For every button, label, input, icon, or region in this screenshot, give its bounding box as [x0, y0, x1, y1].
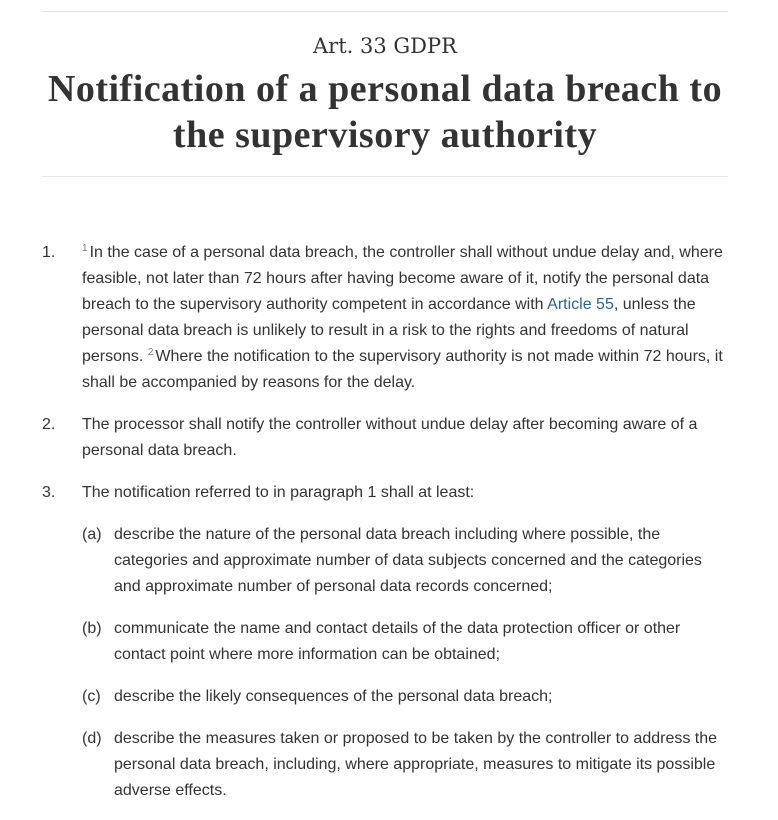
- paragraph-text: The processor shall notify the controller without undue delay after becoming aware of a personal data breach.: [82, 416, 698, 459]
- point-d: [82, 726, 728, 804]
- sentence-text: Where the notification to the supervisory authority is not made within 72 hours, it shall be accompanied by reasons for the delay.: [82, 348, 723, 391]
- point-label: (c): [82, 688, 101, 705]
- paragraph-number: 2.: [42, 416, 56, 433]
- point-text: describe the nature of the personal data breach including where possible, the categories and approximate number of data subjects concerned and the categories and approximate number of personal data records concerned;: [114, 526, 702, 595]
- point-text: describe the measures taken or proposed to be taken by the controller to address the personal data breach, including, where appropriate, measures to mitigate its possible adverse effects.: [114, 730, 718, 799]
- sentence-text: , unless the personal data breach is unlikely to result in a risk to the rights and freedoms of natural persons.: [82, 296, 696, 365]
- paragraph-text: The notification referred to in paragraph 1 shall at least:: [82, 484, 475, 501]
- article-body: [42, 240, 728, 820]
- article-55-link[interactable]: Article 55: [547, 296, 614, 313]
- point-text: describe the likely consequences of the personal data breach;: [114, 688, 553, 705]
- point-list: [82, 522, 728, 804]
- paragraph-number: 1.: [42, 244, 56, 261]
- point-label: (b): [82, 620, 102, 637]
- paragraph-text: [82, 240, 728, 396]
- paragraph-number: 3.: [42, 484, 56, 501]
- point-c: [82, 684, 728, 710]
- article-number: Art. 33 GDPR: [313, 34, 457, 58]
- paragraph-2: [42, 412, 728, 464]
- header-top-divider: [42, 11, 728, 12]
- point-label: (a): [82, 526, 102, 543]
- point-a: [82, 522, 728, 600]
- point-text: communicate the name and contact details of the data protection officer or other contact point where more information can be obtained;: [114, 620, 681, 663]
- paragraph-1: [42, 240, 728, 396]
- point-label: (d): [82, 730, 102, 747]
- paragraph-3: [42, 480, 728, 804]
- header-bottom-divider: [42, 176, 728, 177]
- sentence-marker: 2: [147, 347, 154, 358]
- sentence-text: In the case of a personal data breach, the controller shall without undue delay and, where feasible, not later than 72 hours after having become aware of it, notify the personal data breach to the supervisory authority competent in accordance with: [82, 244, 723, 313]
- sentence-marker: 1: [82, 243, 88, 254]
- article-header: [42, 30, 728, 158]
- point-b: [82, 616, 728, 668]
- page-title: Notification of a personal data breach to the supervisory authority: [47, 68, 723, 156]
- paragraph-content: [82, 480, 728, 804]
